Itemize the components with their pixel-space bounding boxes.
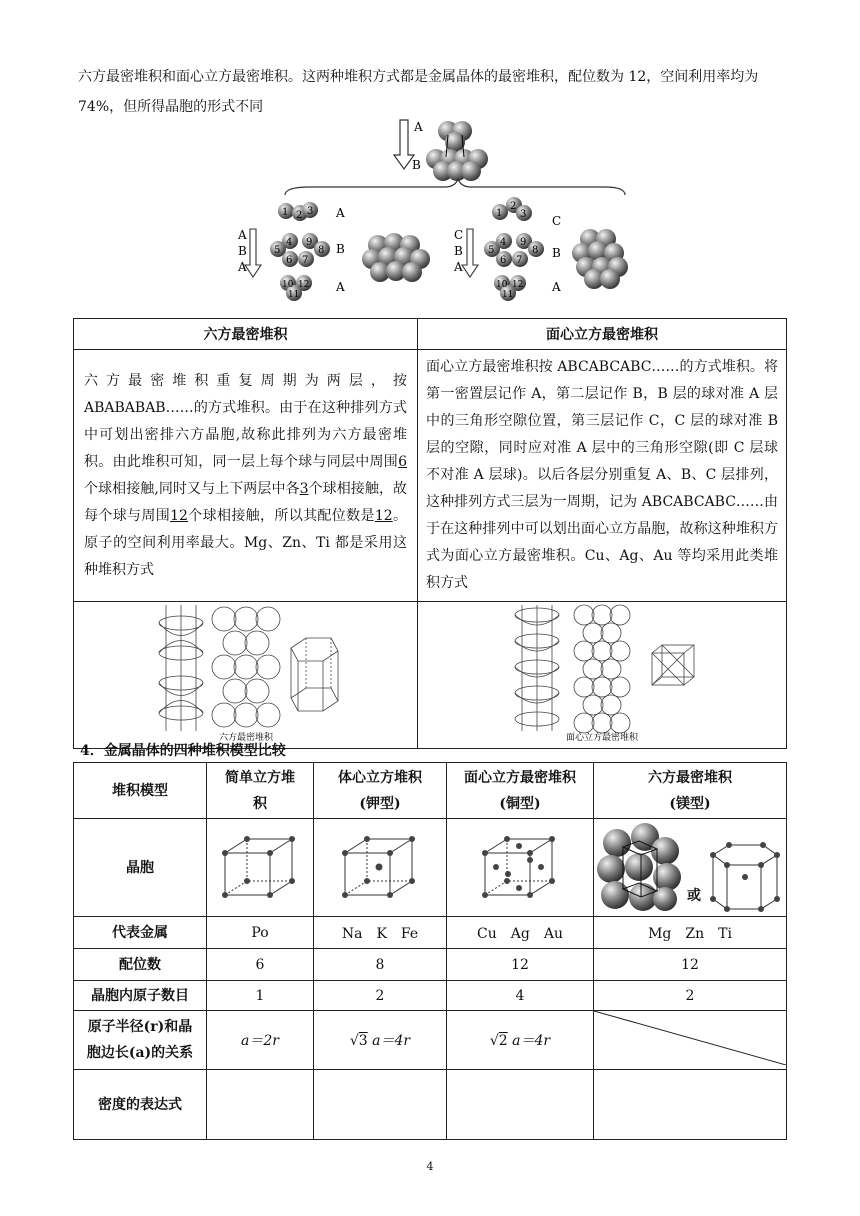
hcp-description: 六 方 最 密 堆 积 重 复 周 期 为 两 层 ， 按 ABABABAB……的方式堆积。由于在这种排列方式中可划出密排六方晶胞,故称此排列为六方最密堆积。由此堆积可知，同一层上每个球与同层中周围6个球相接触,同时又与上下两层中各3个球相接触，故每个球与周围12个球相接触，所以其配位数是12。原子的空间利用率最大。Mg、Zn、Ti 都是采用这种堆积方式 bbox=[74, 350, 418, 602]
svg-text:7: 7 bbox=[302, 255, 309, 266]
svg-text:8: 8 bbox=[318, 245, 325, 256]
brace-line bbox=[285, 179, 625, 195]
svg-text:10: 10 bbox=[496, 280, 508, 290]
svg-text:3: 3 bbox=[307, 206, 314, 217]
col-header-model: 堆积模型 bbox=[74, 763, 207, 819]
svg-text:9: 9 bbox=[520, 237, 527, 248]
t1-header-fcc: 面心立方最密堆积 bbox=[418, 319, 787, 350]
svg-text:1: 1 bbox=[282, 207, 289, 218]
hcp-figure-caption: 六方最密堆积 bbox=[218, 733, 273, 743]
svg-text:C: C bbox=[552, 214, 562, 228]
svg-text:7: 7 bbox=[516, 255, 523, 266]
hcp-cluster-image bbox=[362, 233, 430, 282]
svg-text:A: A bbox=[454, 260, 463, 274]
stacking-diagram bbox=[230, 117, 630, 309]
coord-sc: 6 bbox=[207, 949, 314, 981]
metals-hcp: Mg Zn Ti bbox=[594, 917, 787, 949]
svg-text:2: 2 bbox=[510, 201, 517, 212]
svg-text:12: 12 bbox=[512, 280, 524, 290]
fcc-cell-image bbox=[447, 819, 594, 917]
svg-text:A: A bbox=[336, 280, 345, 294]
fcc-description: 面心立方最密堆积按 ABCABCABC……的方式堆积。将第一密置层记作 A，第二层记作 B，B 层的球对准 A 层中的三角形空隙位置，第三层记作 C，C 层的球对准 B 层的空隙，同时应对准 A 层中的三角形空隙(即 C 层球不对准 A 层球)。以后各层分别重复 A、B、C 层排列，这种排列方式三层为一周期，记为 ABCABCABC……由于在这种排列中可以划出面心立方晶胞，故称这种堆积方式为面心立方最密堆积。Cu、Ag、Au 等均采用此类堆积方式 bbox=[418, 350, 787, 602]
bcc-cell-image bbox=[314, 819, 447, 917]
svg-text:4: 4 bbox=[500, 237, 507, 248]
relation-hcp-empty bbox=[594, 1011, 787, 1070]
row-label-coordination: 配位数 bbox=[74, 949, 207, 981]
svg-text:A: A bbox=[336, 206, 345, 220]
row-label-density: 密度的表达式 bbox=[74, 1070, 207, 1140]
hcp-figure-cell bbox=[74, 602, 418, 749]
density-bcc bbox=[314, 1070, 447, 1140]
svg-text:1: 1 bbox=[496, 208, 503, 219]
atoms-sc: 1 bbox=[207, 981, 314, 1011]
coord-fcc: 12 bbox=[447, 949, 594, 981]
svg-text:2: 2 bbox=[296, 210, 303, 221]
fcc-figure-caption: 面心立方最密堆积 bbox=[565, 733, 639, 743]
top-ball-cluster bbox=[426, 121, 488, 181]
atoms-hcp: 2 bbox=[594, 981, 787, 1011]
relation-bcc: √3 a＝4r bbox=[314, 1011, 447, 1070]
fcc-cluster-image bbox=[572, 229, 628, 289]
col-header-sc: 简单立方堆 积 bbox=[207, 763, 314, 819]
row-label-cell: 晶胞 bbox=[74, 819, 207, 917]
atoms-fcc: 4 bbox=[447, 981, 594, 1011]
svg-text:5: 5 bbox=[488, 245, 495, 256]
col-header-fcc: 面心立方最密堆积 (铜型) bbox=[447, 763, 594, 819]
svg-text:B: B bbox=[454, 244, 463, 258]
svg-text:6: 6 bbox=[500, 255, 507, 266]
relation-fcc: √2 a＝4r bbox=[447, 1011, 594, 1070]
section-title: 4．金属晶体的四种堆积模型比较 bbox=[80, 743, 286, 759]
atoms-bcc: 2 bbox=[314, 981, 447, 1011]
hcp-layer-group bbox=[237, 202, 345, 301]
down-arrow-icon bbox=[394, 120, 414, 169]
col-header-bcc: 体心立方堆积 (钾型) bbox=[314, 763, 447, 819]
stacking-comparison-table bbox=[73, 318, 787, 749]
fcc-layer-group bbox=[453, 197, 561, 301]
layer-label-b: B bbox=[412, 158, 421, 172]
hcp-structure-figure bbox=[146, 603, 346, 743]
coord-bcc: 8 bbox=[314, 949, 447, 981]
svg-text:8: 8 bbox=[532, 245, 539, 256]
svg-text:A: A bbox=[238, 260, 247, 274]
row-label-atom-count: 晶胞内原子数目 bbox=[74, 981, 207, 1011]
svg-text:C: C bbox=[454, 228, 464, 242]
coord-hcp: 12 bbox=[594, 949, 787, 981]
layer-label-a: A bbox=[414, 120, 423, 134]
metals-fcc: Cu Ag Au bbox=[447, 917, 594, 949]
metals-sc: Po bbox=[207, 917, 314, 949]
svg-text:A: A bbox=[552, 280, 561, 294]
t1-header-hcp: 六方最密堆积 bbox=[74, 319, 418, 350]
svg-text:11: 11 bbox=[288, 290, 300, 300]
svg-text:B: B bbox=[238, 244, 247, 258]
svg-text:A: A bbox=[238, 228, 247, 242]
svg-text:B: B bbox=[552, 246, 561, 260]
fcc-structure-figure bbox=[502, 603, 702, 743]
density-fcc bbox=[447, 1070, 594, 1140]
fcc-figure-cell bbox=[418, 602, 787, 749]
svg-text:3: 3 bbox=[520, 209, 527, 220]
row-label-radius-relation: 原子半径(r)和晶 胞边长(a)的关系 bbox=[74, 1011, 207, 1070]
row-label-metals: 代表金属 bbox=[74, 917, 207, 949]
density-sc bbox=[207, 1070, 314, 1140]
svg-text:11: 11 bbox=[502, 290, 514, 300]
metals-bcc: Na K Fe bbox=[314, 917, 447, 949]
svg-text:5: 5 bbox=[274, 245, 281, 256]
svg-text:10: 10 bbox=[282, 280, 294, 290]
svg-text:6: 6 bbox=[286, 255, 293, 266]
svg-text:12: 12 bbox=[298, 280, 310, 290]
svg-text:4: 4 bbox=[286, 237, 293, 248]
page-number: 4 bbox=[426, 1160, 434, 1173]
intro-paragraph: 六方最密堆积和面心立方最密堆积。这两种堆积方式都是金属晶体的最密堆积，配位数为 12，空间利用率均为 74%，但所得晶胞的形式不同 bbox=[78, 69, 759, 115]
packing-model-table bbox=[73, 762, 787, 1140]
sc-cell-image bbox=[207, 819, 314, 917]
density-hcp bbox=[594, 1070, 787, 1140]
col-header-hcp: 六方最密堆积 (镁型) bbox=[594, 763, 787, 819]
svg-text:B: B bbox=[336, 242, 345, 256]
relation-sc: a＝2r bbox=[207, 1011, 314, 1070]
or-label: 或 bbox=[687, 887, 701, 904]
svg-text:9: 9 bbox=[306, 237, 313, 248]
hcp-cell-image bbox=[594, 819, 787, 917]
